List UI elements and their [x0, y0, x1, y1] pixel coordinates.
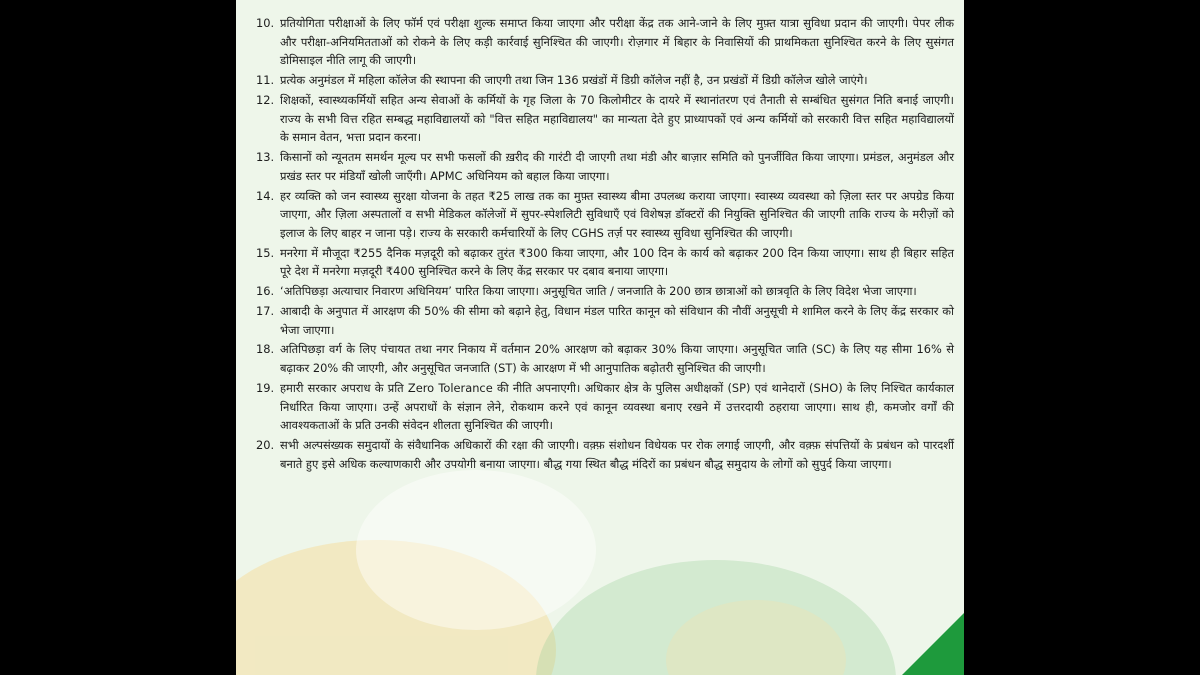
- list-item-16: [256, 282, 954, 301]
- item-number: 11.: [256, 73, 275, 88]
- item-number: 19.: [256, 380, 275, 395]
- list-item-15: [256, 244, 954, 281]
- watermark-shape: [666, 600, 846, 675]
- item-text: प्रतियोगिता परीक्षाओं के लिए फॉर्म एवं परीक्षा शुल्क समाप्त किया जाएगा और परीक्षा केंद्र तक आने-जाने के लिए मुफ़्त यात्रा सुविधा प्रदान की जाएगी। पेपर लीक और परीक्षा-अनियमितताओं को रोकने के लिए कड़ी कार्रवाई सुनिश्चित की जाएगी। रोज़गार में बिहार के निवासियों की प्राथमिकता सुनिश्चित करने के लिए सुसंगत डोमिसाइल नीति लागू की जाएगी।: [280, 16, 954, 68]
- watermark-shape: [236, 540, 556, 675]
- item-number: 14.: [256, 188, 275, 203]
- item-number: 20.: [256, 438, 275, 453]
- list-item-18: [256, 340, 954, 377]
- list-item-13: [256, 148, 954, 185]
- list-item-20: [256, 436, 954, 473]
- item-text: अतिपिछड़ा वर्ग के लिए पंचायत तथा नगर निकाय में वर्तमान 20% आरक्षण को बढ़ाकर 30% किया जाएगा। अनुसूचित जाति (SC) के लिए यह सीमा 16% से बढ़ाकर 20% की जाएगी, और अनुसूचित जनजाति (ST) के आरक्षण में भी आनुपातिक बढ़ोतरी सुनिश्चित की जाएगी।: [280, 342, 954, 376]
- item-text: ‘अतिपिछड़ा अत्याचार निवारण अधिनियम’ पारित किया जाएगा। अनुसूचित जाति / जनजाति के 200 छात्र छात्राओं को छात्रवृति के लिए विदेश भेजा जाएगा।: [280, 284, 917, 299]
- item-text: हमारी सरकार अपराध के प्रति Zero Tolerance की नीति अपनाएगी। अधिकार क्षेत्र के पुलिस अधीक्षकों (SP) एवं थानेदारों (SHO) के लिए निश्चित कार्यकाल निर्धारित किया जाएगा। उन्हें अपराधों के संज्ञान लेने, रोकथाम करने एवं कानून व्यवस्था बनाए रखने में उत्तरदायी ठहराया जाएगा। साथ ही, कमजोर वर्गों की आवश्यकताओं के प्रति उनकी संवेदन शीलता सुनिश्चित की जाएगी।: [280, 380, 954, 433]
- list-item-17: [256, 302, 954, 339]
- item-number: 17.: [256, 303, 275, 318]
- item-text: आबादी के अनुपात में आरक्षण की 50% की सीमा को बढ़ाने हेतु, विधान मंडल पारित कानून को संविधान की नौवीं अनुसूची मे शामिल करने के लिए केंद्र सरकार को भेजा जाएगा।: [280, 303, 954, 337]
- item-text: किसानों को न्यूनतम समर्थन मूल्य पर सभी फसलों की ख़रीद की गारंटी दी जाएगी तथा मंडी और बाज़ार समिति को पुनर्जीवित किया जाएगा। प्रमंडल, अनुमंडल और प्रखंड स्तर पर मंडियाँ खोली जाएँगी। APMC अधिनियम को बहाल किया जाएगा।: [280, 150, 954, 183]
- watermark-shape: [356, 470, 596, 630]
- item-text: मनरेगा में मौजूदा ₹255 दैनिक मज़दूरी को बढ़ाकर तुरंत ₹300 किया जाएगा, और 100 दिन के कार्य को बढ़ाकर 200 दिन किया जाएगा। साथ ही बिहार सहित पूरे देश में मनरेगा मज़दूरी ₹400 सुनिश्चित करने के लिए केंद्र सरकार पर दबाव बनाया जाएगा।: [280, 245, 954, 279]
- watermark-shape: [536, 560, 896, 675]
- item-number: 13.: [256, 150, 275, 165]
- promise-list: [256, 14, 954, 475]
- item-number: 16.: [256, 284, 275, 299]
- item-text: प्रत्येक अनुमंडल में महिला कॉलेज की स्थापना की जाएगी तथा जिन 136 प्रखंडों में डिग्री कॉलेज नहीं है, उन प्रखंडों में डिग्री कॉलेज खोले जाएंगे।: [280, 73, 868, 88]
- item-number: 12.: [256, 92, 275, 107]
- list-item-19: [256, 379, 954, 435]
- document-page: [236, 0, 964, 675]
- list-item-12: [256, 91, 954, 147]
- list-item-11: [256, 71, 954, 90]
- item-number: 10.: [256, 16, 275, 30]
- item-text: हर व्यक्ति को जन स्वास्थ्य सुरक्षा योजना के तहत ₹25 लाख तक का मुफ़्त स्वास्थ्य बीमा उपलब्ध कराया जाएगा। स्वास्थ्य व्यवस्था को ज़िला स्तर पर अपग्रेड किया जाएगा, और ज़िला अस्पतालों व सभी मेडिकल कॉलेजों में सुपर-स्पेशलिटी सुविधाएँ एवं विशेषज्ञ डॉक्टरों की नियुक्ति सुनिश्चित की जाएगी ताकि राज्य के मरीज़ों को इलाज के लिए बाहर न जाना पड़े। राज्य के सरकारी कर्मचारियों के लिए CGHS तर्ज़ पर स्वास्थ्य सुविधा सुनिश्चित की जाएगी।: [280, 188, 954, 240]
- list-item-14: [256, 187, 954, 243]
- item-number: 15.: [256, 245, 275, 260]
- item-number: 18.: [256, 342, 275, 357]
- item-text: शिक्षकों, स्वास्थ्यकर्मियों सहित अन्य सेवाओं के कर्मियों के गृह जिला के 70 किलोमीटर के दायरे में स्थानांतरण एवं तैनाती से सम्बंधित सुसंगत निति बनाई जाएगी। राज्य के सभी वित्त रहित सम्बद्ध महाविद्यालयों को "वित्त सहित महाविद्यालय" का मान्यता देते हुए प्राध्यापकों एवं अन्य कर्मियों को सरकारी वित्त सहित महाविद्यालयों के समान वेतन, भत्ता प्रदान करना।: [280, 92, 954, 145]
- corner-accent: [902, 613, 964, 675]
- list-item-10: [256, 14, 954, 70]
- item-text: सभी अल्पसंख्यक समुदायों के संवैधानिक अधिकारों की रक्षा की जाएगी। वक़्फ़ संशोधन विधेयक पर रोक लगाई जाएगी, और वक़्फ़ संपत्तियों के प्रबंधन को पारदर्शी बनाते हुए इसे अधिक कल्याणकारी और उपयोगी बनाया जाएगा। बौद्ध गया स्थित बौद्ध मंदिरों का प्रबंधन बौद्ध समुदाय के लोगों को सुपुर्द किया जाएगा।: [280, 438, 954, 471]
